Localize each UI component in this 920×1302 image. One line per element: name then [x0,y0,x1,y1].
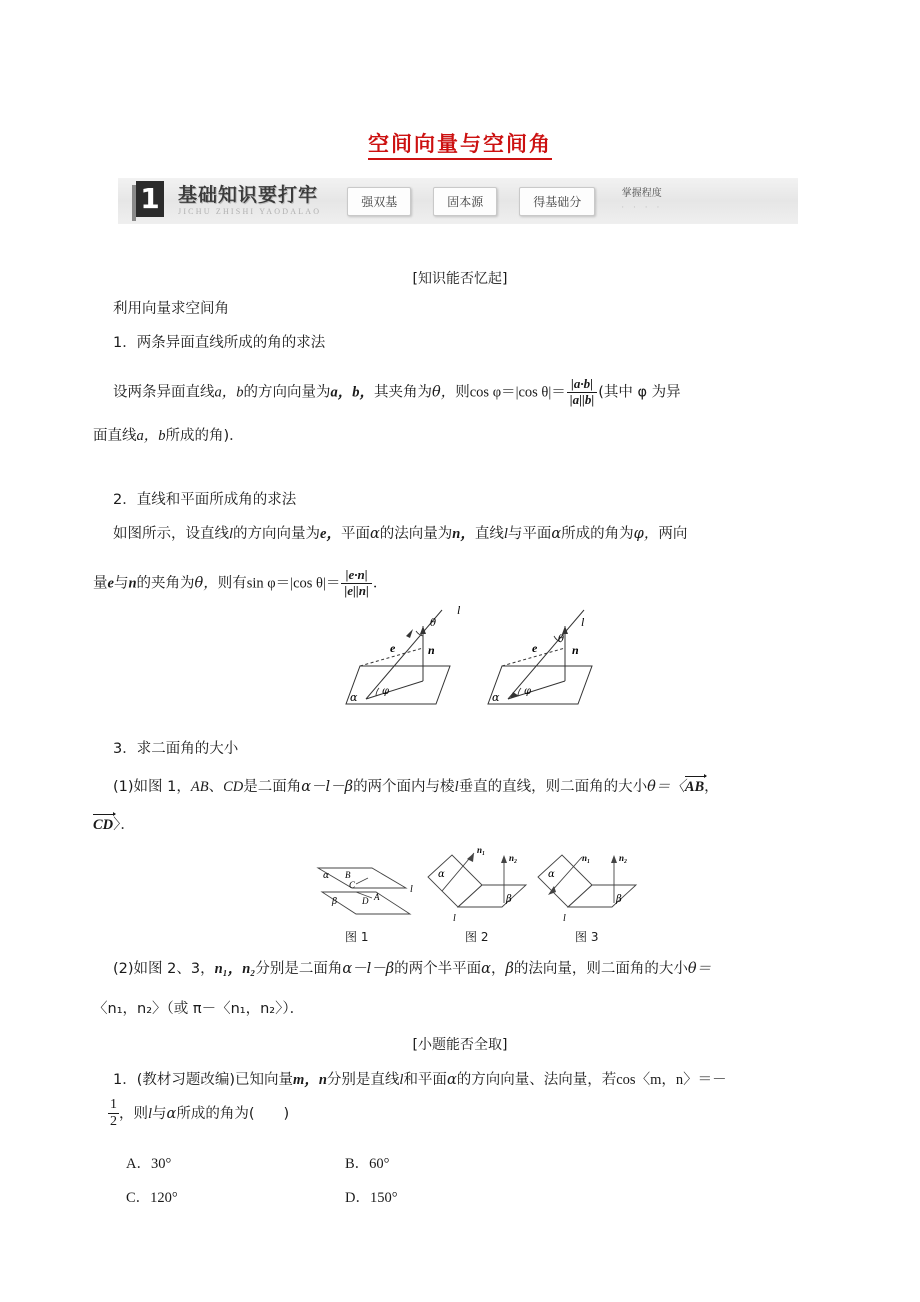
banner-button-group [347,187,595,216]
banner-heading-group [178,186,321,216]
option-c-value: 120° [150,1190,178,1206]
svg-text:φ: φ [382,686,390,697]
quiz-q1-line2 [108,1097,289,1130]
item2-t2: 的方向向量为 [233,526,321,542]
item3-n1: n₁， [214,961,243,977]
banner-heading-pinyin: JICHU ZHISHI YAODALAO [178,207,322,216]
option-a-key: A． [126,1156,151,1172]
option-d-value: 150° [369,1190,398,1206]
item2-line2 [93,568,387,598]
item3-paragraph2 [113,957,711,978]
item2-l2-theta: θ， [194,575,218,592]
item2-l2-e: e [107,575,114,592]
item1-heading: 1．两条异面直线所成的角的求法 [113,335,326,351]
svg-text:l: l [581,615,585,629]
item3-p1-close: 〉． [113,817,135,833]
svg-text:α: α [323,871,330,881]
section-banner [118,178,798,224]
item2-t7: 所成的角为 [561,526,634,542]
item1-line2 [93,424,244,445]
item2-t3: 平面 [340,526,370,542]
item3-paragraph1-line2 [93,813,135,834]
item1-fraction [567,377,597,407]
item2-l2-3: 的夹角为 [136,575,195,592]
q1-t2: 分别是直线 [326,1072,400,1088]
item3-p1-5: 垂直的直线，则二面角的大小 [458,779,648,795]
svg-text:φ: φ [524,686,532,697]
item2-frac-denominator: |e||n| [344,582,369,598]
q1-alpha: α [446,1072,457,1088]
quiz-q1-line1 [113,1068,727,1089]
q1-fraction-half [108,1097,119,1130]
item1-eq: ＝ [551,384,566,401]
item3-AB: AB [190,779,209,795]
svg-text:n: n [428,643,435,657]
q1-t1: 1．(教材习题改编)已知向量 [113,1072,294,1088]
item1-line1 [113,377,681,407]
svg-text:l: l [453,913,456,924]
svg-text:e: e [390,641,396,655]
svg-text:D: D [362,896,369,906]
item2-l2-4: 则有 [217,575,247,592]
item3-p2-1: (2)如图 2、3， [113,961,215,977]
svg-text:α: α [438,869,445,880]
quiz-section-header: [小题能否全取] [412,1037,508,1053]
item1-frac-numerator: |a·b| [567,377,597,393]
option-d[interactable] [345,1186,398,1207]
item3-theta-eq: θ＝〈 [647,779,685,795]
item2-t5: 直线 [474,526,504,542]
option-a-value: 30° [150,1156,172,1172]
item2-line1 [113,522,687,543]
svg-text:α: α [492,691,500,704]
item1-t4: 则 [455,384,470,401]
banner-button-dejichufen[interactable]: 得基础分 [519,187,595,216]
item3-n2: n₂ [242,961,256,977]
item1-l2-t2: 所成的角)． [165,428,244,444]
item3-p1-4: 的两个面内与棱 [353,779,455,795]
svg-text:n: n [572,643,579,657]
item2-phi: φ， [633,526,659,542]
recall-section-header: [知识能否忆起] [412,271,508,287]
item2-t1: 如图所示，设直线 [113,526,229,542]
item2-t6: 与平面 [507,526,552,542]
q1-l2-t1: ，则 [119,1106,148,1123]
item3-paragraph2-line2: 〈n₁，n₂〉（或 π－〈n₁，n₂〉）． [93,1001,305,1017]
q1-m: m， [293,1072,319,1088]
q1-n: n [318,1072,327,1088]
q1-l2-t2: 与 [152,1106,167,1123]
q1-l2-l: l [148,1106,153,1123]
item1-t2: 的方向向量为 [243,384,331,401]
q1-cos-expr: cos〈m，n〉＝－ [616,1072,727,1088]
item2-l: l [229,526,234,542]
q1-frac-denominator: 2 [110,1114,117,1130]
item3-p2-3: 的两个半平面 [394,961,482,977]
q1-l2-t3: 所成的角为( ) [176,1106,290,1123]
svg-text:C: C [349,880,356,890]
item2-alpha-2: α [551,526,562,542]
item2-heading: 2．直线和平面所成角的求法 [113,492,297,508]
option-a[interactable] [126,1152,171,1173]
figure-1-caption: 图 1 [345,930,369,944]
q1-t3: 和平面 [403,1072,447,1088]
item3-p1-comma: ， [704,779,719,795]
recall-intro: 利用向量求空间角 [113,301,229,317]
item2-fraction [341,568,371,598]
figure-3-caption: 图 3 [575,930,599,944]
item3-heading: 3．求二面角的大小 [113,741,239,757]
item2-l2-n: n [128,575,137,592]
svg-text:l: l [563,913,566,924]
svg-text:B: B [345,870,351,880]
item1-cosphi: cos φ＝ [469,384,516,401]
page-title-text: 空间向量与空间角 [368,132,552,160]
item1-t1: 设两条异面直线 [113,384,215,401]
q1-l: l [399,1072,404,1088]
item2-n: n， [452,526,475,542]
option-d-key: D． [345,1190,370,1206]
figure-dihedral-2 [420,845,535,930]
item3-l: l [454,779,459,795]
figure-line-plane-angle-left [338,604,478,716]
item3-vector-AB: AB [684,779,705,795]
item1-l2-vars: a，b [136,428,166,444]
option-c[interactable] [126,1186,178,1207]
item1-frac-denominator: |a||b| [569,391,595,407]
svg-text:α: α [548,869,555,880]
item3-CD: CD [223,779,244,795]
item3-dihedral-1: α－l－β [301,779,354,795]
item3-p2-2: 分别是二面角 [255,961,343,977]
item2-sinphi: sin φ＝ [246,575,291,592]
banner-button-qiangshuangji[interactable]: 强双基 [347,187,411,216]
item3-p2-comma: ， [490,961,506,977]
banner-heading-cn: 基础知识要打牢 [178,184,319,206]
banner-level-dots: · · · · [621,203,663,214]
item1-vars-ab: a，b [214,384,244,401]
item2-t8: 两向 [658,526,688,542]
q1-l2-alpha: α [166,1106,177,1123]
svg-text:n₁: n₁ [477,845,486,855]
figure-2-caption: 图 2 [465,930,489,944]
item2-l2-1: 量 [93,575,108,592]
item3-vector-CD: CD [93,817,114,833]
svg-text:A: A [374,892,380,902]
item3-p2-4: 的法向量，则二面角的大小 [513,961,688,977]
item3-p1-3: 是二面角 [243,779,302,795]
svg-text:θ: θ [558,634,565,645]
svg-text:n₂: n₂ [619,853,628,863]
item2-abscostheta: |cos θ| [290,575,326,592]
item2-e: e， [320,526,341,542]
item1-tail: (其中 φ 为异 [598,384,681,401]
figure-dihedral-3 [530,845,645,930]
item2-period: ． [372,575,388,592]
figure-dihedral-1 [310,852,425,930]
q1-frac-numerator: 1 [108,1097,119,1114]
item3-paragraph1 [113,775,719,796]
item3-p2-alpha: α [481,961,491,977]
svg-text:n₂: n₂ [509,853,518,863]
item2-t4: 的法向量为 [379,526,453,542]
option-b[interactable] [345,1152,389,1173]
svg-text:n₁: n₁ [582,853,591,863]
item1-l2-t1: 面直线 [93,428,137,444]
item2-eq: ＝ [325,575,341,592]
banner-level-label: 掌握程度 [621,188,662,200]
item2-frac-numerator: |e·n| [341,568,371,584]
item2-alpha: α [369,526,380,542]
svg-text:l: l [457,604,461,617]
q1-t4: 的方向向量、法向量，若 [456,1072,617,1088]
item2-l-2: l [503,526,508,542]
figure-line-plane-angle-right [480,604,620,716]
item1-theta: θ， [432,384,456,401]
svg-text:l: l [410,884,413,895]
item1-boldvars-ab: a，b， [330,384,374,401]
option-c-key: C． [126,1190,151,1206]
option-b-key: B． [345,1156,370,1172]
item2-l2-2: 与 [113,575,129,592]
svg-text:β: β [506,894,512,905]
banner-level-indicator [621,188,662,214]
item1-t3: 其夹角为 [374,384,432,401]
page-title [0,128,920,158]
svg-text:β: β [332,897,338,907]
item3-dihedral-2: α－l－β [342,961,395,977]
svg-text:e: e [532,641,538,655]
svg-text:α: α [350,691,358,704]
item3-p2-theta: θ＝ [687,961,712,977]
banner-button-gubenyuan[interactable]: 固本源 [433,187,497,216]
item1-abscostheta: |cos θ| [515,384,552,401]
item3-p1-1: (1)如图 1， [113,779,191,795]
badge-digit: 1 [140,182,160,215]
section-number-badge [132,179,170,221]
option-b-value: 60° [369,1156,390,1172]
svg-text:β: β [616,894,622,905]
item3-p2-beta: β [505,961,514,977]
svg-text:θ: θ [430,618,437,629]
item3-p1-2: 、 [208,779,224,795]
